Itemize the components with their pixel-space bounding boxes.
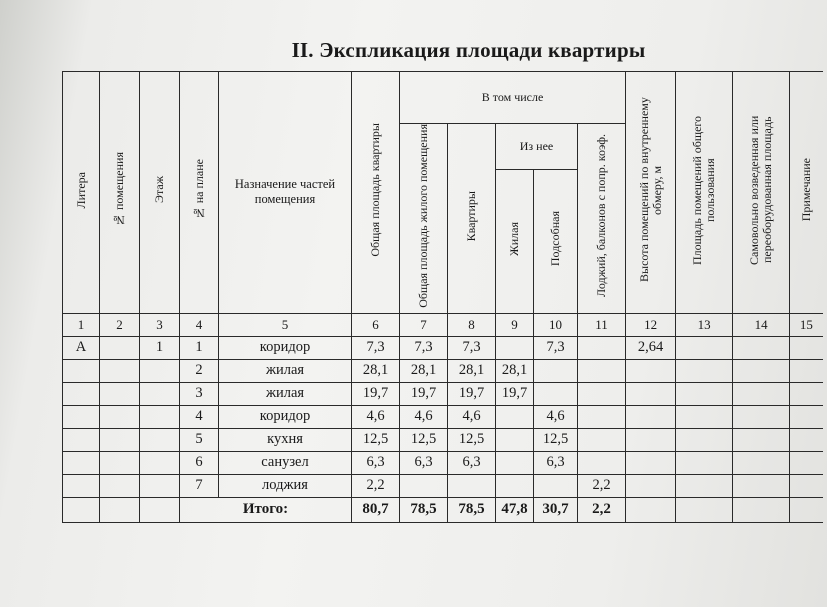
cell-height xyxy=(626,451,676,474)
cell-empty xyxy=(676,497,733,522)
cell-height xyxy=(626,428,676,451)
cell-plan: 7 xyxy=(180,474,219,497)
cell-unauthorized xyxy=(733,359,790,382)
cell-unauthorized xyxy=(733,428,790,451)
cell-loggias xyxy=(578,336,626,359)
cell-floor xyxy=(140,359,180,382)
cell-height xyxy=(626,474,676,497)
cell-loggias xyxy=(578,382,626,405)
cell-note xyxy=(790,428,823,451)
cell-auxiliary: 6,3 xyxy=(534,451,578,474)
header-of-which: Из нее xyxy=(496,124,578,170)
cell-total-area: 2,2 xyxy=(352,474,400,497)
cell-living-premises xyxy=(400,474,448,497)
cell-unauthorized xyxy=(733,405,790,428)
column-number: 14 xyxy=(733,313,790,336)
header-common-area: Площадь помещений общего пользования xyxy=(676,72,733,314)
cell-floor xyxy=(140,474,180,497)
cell-loggias xyxy=(578,359,626,382)
cell-auxiliary: 4,6 xyxy=(534,405,578,428)
header-total-area: Общая площадь квартиры xyxy=(352,72,400,314)
cell-empty xyxy=(790,497,823,522)
cell-litera xyxy=(63,428,100,451)
total-label: Итого: xyxy=(180,497,352,522)
column-number: 11 xyxy=(578,313,626,336)
cell-name: кухня xyxy=(219,428,352,451)
cell-plan: 2 xyxy=(180,359,219,382)
column-number: 5 xyxy=(219,313,352,336)
total-total-area: 80,7 xyxy=(352,497,400,522)
column-number: 9 xyxy=(496,313,534,336)
cell-floor: 1 xyxy=(140,336,180,359)
cell-apartments: 28,1 xyxy=(448,359,496,382)
cell-unauthorized xyxy=(733,382,790,405)
cell-living-premises: 7,3 xyxy=(400,336,448,359)
cell-note xyxy=(790,359,823,382)
cell-litera xyxy=(63,382,100,405)
cell-room xyxy=(100,336,140,359)
table-row xyxy=(63,428,823,451)
cell-name: жилая xyxy=(219,382,352,405)
total-apartments: 78,5 xyxy=(448,497,496,522)
cell-plan: 1 xyxy=(180,336,219,359)
header-living: Жилая xyxy=(496,169,534,313)
cell-apartments xyxy=(448,474,496,497)
column-number: 12 xyxy=(626,313,676,336)
cell-height xyxy=(626,405,676,428)
cell-room xyxy=(100,428,140,451)
cell-height xyxy=(626,382,676,405)
cell-common xyxy=(676,359,733,382)
cell-common xyxy=(676,336,733,359)
header-auxiliary: Подсобная xyxy=(534,169,578,313)
cell-litera xyxy=(63,451,100,474)
cell-living-premises: 28,1 xyxy=(400,359,448,382)
cell-common xyxy=(676,474,733,497)
header-litera: Литера xyxy=(63,72,100,314)
cell-name: коридор xyxy=(219,336,352,359)
cell-total-area: 6,3 xyxy=(352,451,400,474)
explication-table xyxy=(62,71,823,523)
cell-apartments: 12,5 xyxy=(448,428,496,451)
cell-name: лоджия xyxy=(219,474,352,497)
header-loggias: Лоджий, балконов с попр. коэф. xyxy=(578,124,626,314)
cell-auxiliary: 7,3 xyxy=(534,336,578,359)
cell-note xyxy=(790,336,823,359)
header-note: Примечание xyxy=(790,72,823,314)
cell-apartments: 4,6 xyxy=(448,405,496,428)
cell-unauthorized xyxy=(733,336,790,359)
column-number: 3 xyxy=(140,313,180,336)
cell-name: санузел xyxy=(219,451,352,474)
header-floor: Этаж xyxy=(140,72,180,314)
cell-empty xyxy=(626,497,676,522)
cell-empty xyxy=(100,497,140,522)
header-plan-no: № на плане xyxy=(180,72,219,314)
total-row xyxy=(63,497,823,522)
total-living: 47,8 xyxy=(496,497,534,522)
table-row xyxy=(63,359,823,382)
cell-living xyxy=(496,451,534,474)
cell-unauthorized xyxy=(733,451,790,474)
total-auxiliary: 30,7 xyxy=(534,497,578,522)
cell-loggias xyxy=(578,451,626,474)
column-number: 10 xyxy=(534,313,578,336)
cell-apartments: 6,3 xyxy=(448,451,496,474)
cell-common xyxy=(676,405,733,428)
cell-auxiliary xyxy=(534,474,578,497)
cell-note xyxy=(790,405,823,428)
cell-common xyxy=(676,382,733,405)
cell-living-premises: 12,5 xyxy=(400,428,448,451)
cell-room xyxy=(100,451,140,474)
table-row xyxy=(63,336,823,359)
table-row xyxy=(63,451,823,474)
cell-note xyxy=(790,474,823,497)
cell-name: жилая xyxy=(219,359,352,382)
cell-apartments: 19,7 xyxy=(448,382,496,405)
cell-living-premises: 6,3 xyxy=(400,451,448,474)
cell-unauthorized xyxy=(733,474,790,497)
column-numbers-row xyxy=(63,313,823,336)
cell-total-area: 7,3 xyxy=(352,336,400,359)
cell-total-area: 19,7 xyxy=(352,382,400,405)
table-row xyxy=(63,405,823,428)
column-number: 15 xyxy=(790,313,823,336)
column-number: 13 xyxy=(676,313,733,336)
cell-total-area: 12,5 xyxy=(352,428,400,451)
cell-note xyxy=(790,451,823,474)
cell-living-premises: 19,7 xyxy=(400,382,448,405)
cell-room xyxy=(100,474,140,497)
header-height: Высота помещений по внутреннему обмеру, м xyxy=(626,72,676,314)
document-title: II. Экспликация площади квартиры xyxy=(291,38,646,62)
column-number: 2 xyxy=(100,313,140,336)
cell-auxiliary: 12,5 xyxy=(534,428,578,451)
cell-floor xyxy=(140,405,180,428)
cell-litera xyxy=(63,405,100,428)
cell-living xyxy=(496,336,534,359)
column-number: 6 xyxy=(352,313,400,336)
cell-empty xyxy=(140,497,180,522)
total-loggias: 2,2 xyxy=(578,497,626,522)
cell-living: 19,7 xyxy=(496,382,534,405)
cell-living xyxy=(496,428,534,451)
cell-loggias: 2,2 xyxy=(578,474,626,497)
cell-living xyxy=(496,474,534,497)
cell-room xyxy=(100,359,140,382)
column-number: 7 xyxy=(400,313,448,336)
cell-living-premises: 4,6 xyxy=(400,405,448,428)
cell-living xyxy=(496,405,534,428)
cell-empty xyxy=(63,497,100,522)
cell-plan: 5 xyxy=(180,428,219,451)
header-living-premises-area: Общая площадь жилого помещения xyxy=(400,124,448,314)
cell-plan: 6 xyxy=(180,451,219,474)
cell-height xyxy=(626,359,676,382)
cell-auxiliary xyxy=(534,359,578,382)
column-number: 8 xyxy=(448,313,496,336)
cell-floor xyxy=(140,428,180,451)
cell-name: коридор xyxy=(219,405,352,428)
cell-loggias xyxy=(578,428,626,451)
header-including: В том числе xyxy=(400,72,626,124)
cell-apartments: 7,3 xyxy=(448,336,496,359)
cell-auxiliary xyxy=(534,382,578,405)
cell-plan: 4 xyxy=(180,405,219,428)
cell-floor xyxy=(140,451,180,474)
header-apartments: Квартиры xyxy=(448,124,496,314)
cell-total-area: 4,6 xyxy=(352,405,400,428)
cell-note xyxy=(790,382,823,405)
cell-living: 28,1 xyxy=(496,359,534,382)
header-purpose: Назначение частей помещения xyxy=(219,72,352,314)
cell-empty xyxy=(733,497,790,522)
table-row xyxy=(63,474,823,497)
column-number: 1 xyxy=(63,313,100,336)
cell-common xyxy=(676,451,733,474)
header-room-no: № помещения xyxy=(100,72,140,314)
cell-room xyxy=(100,405,140,428)
cell-floor xyxy=(140,382,180,405)
total-living-premises: 78,5 xyxy=(400,497,448,522)
cell-total-area: 28,1 xyxy=(352,359,400,382)
header-unauthorized: Самовольно возведенная или переоборудованная площадь xyxy=(733,72,790,314)
cell-litera xyxy=(63,474,100,497)
cell-common xyxy=(676,428,733,451)
cell-room xyxy=(100,382,140,405)
cell-height: 2,64 xyxy=(626,336,676,359)
cell-litera xyxy=(63,359,100,382)
table-row xyxy=(63,382,823,405)
column-number: 4 xyxy=(180,313,219,336)
cell-litera: А xyxy=(63,336,100,359)
cell-plan: 3 xyxy=(180,382,219,405)
cell-loggias xyxy=(578,405,626,428)
